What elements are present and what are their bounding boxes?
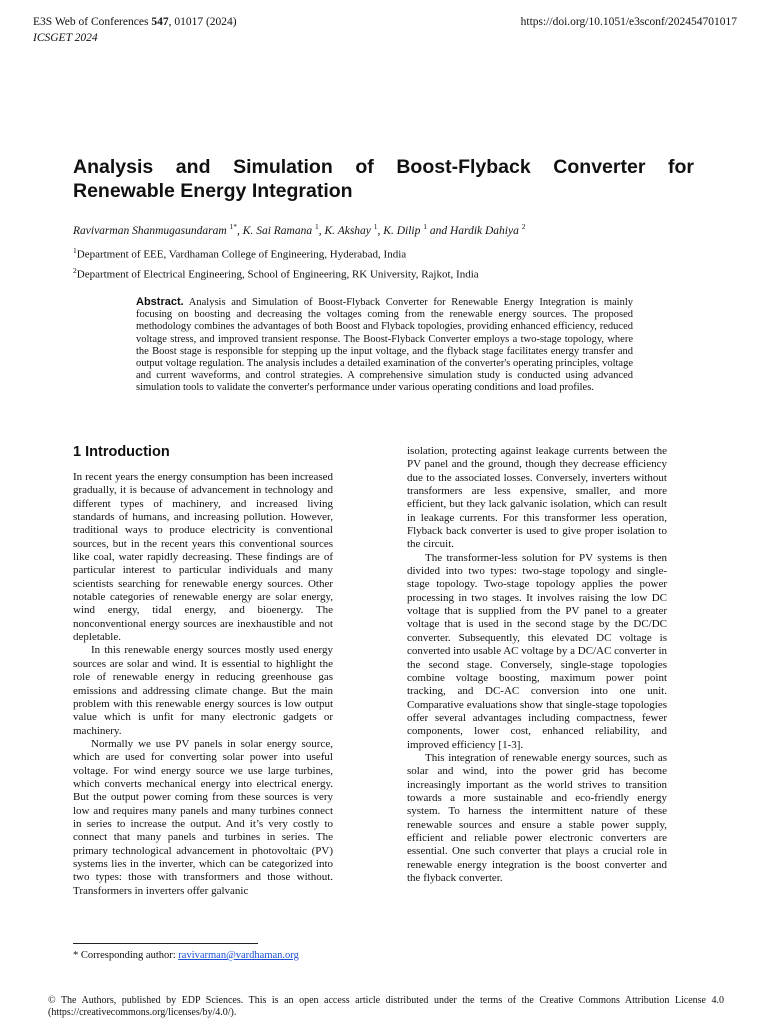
author-separator: , <box>377 224 384 237</box>
paragraph: The transformer-less solution for PV systems is then divided into two types: two-stage topology and single-stage topology. Two-stage topology applies the power processing in two stages. It involves raising the low DC voltage that is supplied from the PV panel to a greater voltage that is used in the second stage by the DC/DC converter. Subsequently, this elevated DC voltage is converted into usable AC voltage by a DC/AC converter in the second stage. Conversely, single-stage topologies combine voltage boosting, maximum power point tracking, and DC-AC conversion into one unit. Comparative evaluations show that single-stage topologies offer several advantages including compactness, fewer components, lower cost, enhanced reliability, and improved efficiency [1-3]. <box>407 551 667 751</box>
section-title: Introduction <box>85 444 170 460</box>
author-separator: , <box>318 224 325 237</box>
abstract-label: Abstract. <box>136 296 184 308</box>
paragraph: isolation, protecting against leakage currents between the PV panel and the ground, though they decrease efficiency due to the associated losses. Conversely, inverters without transformers are less expensive, smaller, and more efficient, but they lack galvanic isolation, which can result in leakage currents. For this transformer less operation, Flyback back converter is used to give proper isolation to the circuit. <box>407 445 667 551</box>
abstract <box>136 296 633 395</box>
journal-line <box>33 14 237 30</box>
affiliation-2-text: Department of Electrical Engineering, School of Engineering, RK University, Rajkot, India <box>76 268 479 281</box>
author-list <box>73 222 525 237</box>
author-name: K. Akshay <box>324 224 374 237</box>
footnote-label: * Corresponding author: <box>73 950 179 961</box>
author-name: K. Sai Ramana <box>242 224 315 237</box>
journal-name: E3S Web of Conferences <box>33 16 152 28</box>
paragraph: This integration of renewable energy sources, such as solar and wind, into the power grid has become increasingly important as the world strives to transition towards a more sustainable and eco-friendly energy system. To harness the intermittent nature of these renewable sources and ensure a stable power supply, efficient and reliable power electronic converters are essential. One such converter that plays a crucial role in renewable energy integration is the boost converter and the flyback converter. <box>407 751 667 884</box>
doi-link[interactable]: https://doi.org/10.1051/e3sconf/202454701017 <box>520 16 737 28</box>
footnote <box>73 950 299 961</box>
author-affiliation-sup: 2 <box>521 222 526 231</box>
author-separator: , <box>237 224 243 237</box>
author-name: K. Dilip <box>383 224 424 237</box>
affiliations <box>73 243 479 282</box>
left-column <box>73 471 333 898</box>
paragraph: In this renewable energy sources mostly used energy sources are solar and wind. It is essential to highlight the role of renewable energy in reducing greenhouse gas emissions and addressing climate change. But the main problem with this renewable energy sources is low output value which is unfit for many electronic gadgets or machinery. <box>73 644 333 737</box>
paragraph: Normally we use PV panels in solar energy source, which are used for converting solar power into useful voltage. For wind energy source we use large turbines, which converts mechanical energy into electrical energy. But the output power coming from these sources is very low and requires many panels and many turbines connect in series to increase the output. And it’s very costly to connect that many panels and turbines in series. The primary technological advancement in photovoltaic (PV) systems lies in the inverter, which can be categorized into two types: those with transformers and those without. Transformers in inverters offer galvanic <box>73 737 333 897</box>
license-notice: © The Authors, published by EDP Sciences. This is an open access article distributed under the terms of the Creative Commons Attribution License 4.0 (https://creativecommons.org/licenses/by/4.0/). <box>48 995 724 1018</box>
affiliation-1-text: Department of EEE, Vardhaman College of Engineering, Hyderabad, India <box>76 248 407 261</box>
affiliation-2-sup: 2 <box>73 265 77 275</box>
running-header <box>33 14 237 46</box>
affiliation-1-sup: 1 <box>73 246 77 255</box>
journal-issue: , 01017 (2024) <box>168 16 237 28</box>
abstract-text: Analysis and Simulation of Boost-Flyback Converter for Renewable Energy Integration is mainly focusing on boosting and decreasing the voltages coming from the renewable energy sources. The proposed methodology combines the advantages of both Boost and Flyback topologies, providing enhanced efficiency, reduced voltage stress, and improved transient response. The Boost-Flyback Converter employs a two-stage topology, where the Boost stage is responsible for stepping up the input voltage, and the flyback stage facilitates energy transfer and output voltage regulation. The analysis includes a detailed examination of the converter's operating principles, voltage and current waveforms, and control strategies. A comprehensive simulation study is conducted using advanced simulation tools to validate the converter's performance under various operating conditions and load profiles. <box>136 297 634 394</box>
journal-volume: 547 <box>151 16 169 28</box>
conference-name: ICSGET 2024 <box>33 32 98 44</box>
author-affiliation-sup: 1* <box>229 222 238 231</box>
author-affiliation-sup: 1 <box>373 222 378 231</box>
paper-title: Analysis and Simulation of Boost-Flyback Converter for Renewable Energy Integration <box>73 156 694 202</box>
author-affiliation-sup: 1 <box>314 222 319 231</box>
paragraph: In recent years the energy consumption has been increased gradually, it is because of advancement in technology and different types of machinery, and increased living standards of humans, and increasing pollution. However, traditional ways to produce electricity is conventional sources, but in the recent years this conventional sources like coal, water rapidly decreasing. These findings are of particular interest to particular individuals and many scientists searching for renewable energy sources. Other notable categories of renewable energy are solar energy, wind energy, tidal energy, and bioenergy. The nonconventional energy sources are inexhaustible and not depletable. <box>73 471 333 644</box>
affiliation-1 <box>73 243 479 263</box>
right-column <box>407 445 667 885</box>
author-name: Ravivarman Shanmugasundaram <box>73 224 230 237</box>
author-name: Hardik Dahiya <box>449 224 522 237</box>
footnote-divider <box>73 943 258 944</box>
corresponding-email-link[interactable]: ravivarman@vardhaman.org <box>178 950 299 961</box>
section-heading <box>73 444 170 460</box>
section-number: 1 <box>73 444 82 460</box>
author-separator: and <box>426 224 450 237</box>
author-affiliation-sup: 1 <box>423 222 427 231</box>
affiliation-2 <box>73 263 479 283</box>
